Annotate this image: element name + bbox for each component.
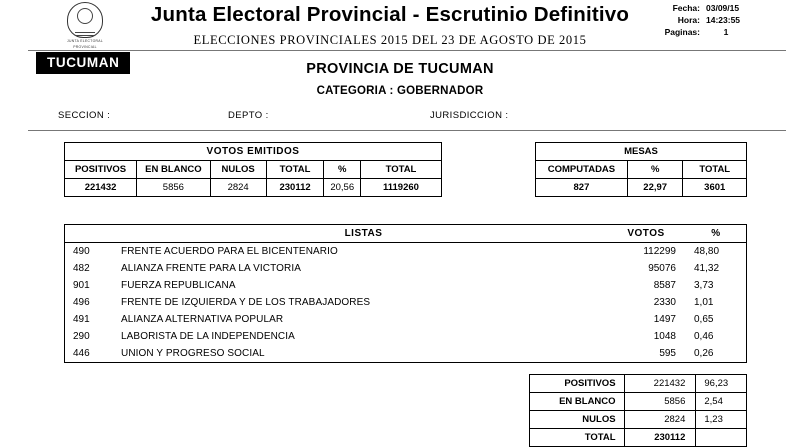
col-total: TOTAL (266, 161, 324, 179)
page-title: Junta Electoral Provincial - Escrutinio Definitivo (150, 3, 630, 26)
table-row (65, 328, 747, 345)
votos-emitidos-value-row (65, 179, 442, 197)
meta-label-hora: Hora: (677, 15, 700, 25)
lista-numero: 482 (65, 260, 122, 277)
lista-nombre: ALIANZA ALTERNATIVA POPULAR (121, 314, 284, 325)
title-block (130, 0, 650, 48)
lista-numero: 491 (65, 311, 122, 328)
page-subtitle: ELECCIONES PROVINCIALES 2015 DEL 23 DE AGOSTO DE 2015 (193, 33, 587, 47)
lista-nombre: FRENTE ACUERDO PARA EL BICENTENARIO (121, 246, 338, 257)
meta-value-fecha: 03/09/15 (706, 3, 740, 13)
totales-pct-positivos: 96,23 (696, 375, 747, 393)
province-title: PROVINCIA DE TUCUMAN (306, 61, 494, 77)
lista-votos: 8587 (653, 280, 676, 291)
totales-label-positivos: POSITIVOS (530, 375, 625, 393)
totales-label-nulos: NULOS (530, 411, 625, 429)
value-en-blanco: 5856 (137, 179, 211, 197)
lista-nombre: LABORISTA DE LA INDEPENDENCIA (121, 331, 295, 342)
lista-numero: 901 (65, 277, 122, 294)
province-tag: TUCUMAN (36, 52, 130, 74)
field-seccion: SECCION : (58, 110, 111, 121)
table-row (65, 243, 747, 261)
totales-pct-en-blanco: 2,54 (696, 393, 747, 411)
votos-emitidos-table (64, 142, 442, 197)
col-mesas-porcentaje: % (627, 161, 683, 179)
mesas-table (535, 142, 747, 197)
totales-table (529, 374, 747, 447)
lista-nombre: UNION Y PROGRESO SOCIAL (121, 345, 606, 363)
totales-row-nulos (530, 411, 747, 429)
lista-votos: 595 (606, 345, 686, 363)
lista-votos: 2330 (653, 297, 676, 308)
lista-numero: 446 (65, 345, 122, 363)
totales-value-total: 230112 (624, 429, 696, 447)
lista-porcentaje: 0,26 (686, 345, 747, 363)
field-jurisdiccion: JURISDICCION : (430, 110, 509, 121)
totales-pct-nulos: 1,23 (696, 411, 747, 429)
votos-emitidos-title: VOTOS EMITIDOS (65, 143, 442, 161)
col-mesas-total: TOTAL (683, 161, 747, 179)
meta-row-paginas (642, 26, 792, 38)
totales-row-total (530, 429, 747, 447)
value-nulos: 2824 (210, 179, 266, 197)
field-depto: DEPTO : (228, 110, 269, 121)
mesas-title: MESAS (536, 143, 747, 161)
listas-table (64, 224, 747, 363)
totales-value-positivos: 221432 (624, 375, 696, 393)
value-total: 230112 (266, 179, 324, 197)
col-positivos: POSITIVOS (65, 161, 137, 179)
value-positivos: 221432 (65, 179, 137, 197)
value-mesas-total: 3601 (683, 179, 747, 197)
crest-emblem-icon (67, 2, 103, 38)
category-label: CATEGORIA : (316, 85, 394, 97)
value-computadas: 827 (536, 179, 628, 197)
lista-porcentaje: 0,46 (686, 328, 747, 345)
header-divider (28, 50, 786, 51)
lista-votos: 112299 (643, 246, 676, 257)
mesas-title-row (536, 143, 747, 161)
meta-label-fecha: Fecha: (672, 3, 700, 13)
lista-porcentaje: 48,80 (686, 243, 747, 261)
votos-emitidos-title-row (65, 143, 442, 161)
header-meta (642, 2, 792, 38)
table-row (65, 294, 747, 311)
col-listas: LISTAS (121, 225, 606, 243)
totales-label-total: TOTAL (530, 429, 625, 447)
totales-value-en-blanco: 5856 (624, 393, 696, 411)
lista-nombre: FRENTE DE IZQUIERDA Y DE LOS TRABAJADORES (121, 297, 371, 308)
totales-value-nulos: 2824 (624, 411, 696, 429)
col-computadas: COMPUTADAS (536, 161, 628, 179)
category-line (0, 85, 800, 97)
totales-row-positivos (530, 375, 747, 393)
fields-divider (28, 130, 786, 131)
mesas-value-row (536, 179, 747, 197)
lista-porcentaje: 1,01 (686, 294, 747, 311)
totales-pct-total (696, 429, 747, 447)
value-porcentaje: 20,56 (324, 179, 360, 197)
lista-votos: 95076 (648, 263, 676, 274)
meta-label-paginas: Paginas: (664, 27, 700, 37)
crest-line-1: JUNTA ELECTORAL (66, 39, 104, 43)
lista-votos: 1048 (653, 331, 676, 342)
lista-porcentaje: 0,65 (686, 311, 747, 328)
lista-numero: 490 (65, 243, 122, 261)
col-total-general: TOTAL (360, 161, 441, 179)
col-porcentaje: % (324, 161, 360, 179)
listas-header-row (65, 225, 747, 243)
meta-value-hora: 14:23:55 (706, 15, 741, 25)
col-en-blanco: EN BLANCO (137, 161, 211, 179)
table-row (65, 311, 747, 328)
value-total-general: 1119260 (360, 179, 441, 197)
meta-value-paginas: 1 (723, 27, 729, 37)
lista-porcentaje: 3,73 (686, 277, 747, 294)
totales-row-en-blanco (530, 393, 747, 411)
lista-numero: 290 (65, 328, 122, 345)
table-row (65, 277, 747, 294)
lista-votos: 1497 (653, 314, 676, 325)
col-nulos: NULOS (210, 161, 266, 179)
lista-numero: 496 (65, 294, 122, 311)
junta-electoral-crest (55, 2, 115, 50)
lista-nombre: ALIANZA FRENTE PARA LA VICTORIA (121, 263, 302, 274)
crest-line-2: PROVINCIAL (73, 45, 97, 49)
meta-row-hora (642, 14, 792, 26)
table-row (65, 345, 747, 363)
listas-body (65, 243, 747, 363)
col-lista-numero (65, 225, 122, 243)
value-mesas-porcentaje: 22,97 (627, 179, 683, 197)
lista-nombre: FUERZA REPUBLICANA (121, 280, 236, 291)
votos-emitidos-header-row (65, 161, 442, 179)
col-listas-porcentaje: % (686, 225, 747, 243)
mesas-header-row (536, 161, 747, 179)
lista-porcentaje: 41,32 (686, 260, 747, 277)
col-listas-votos: VOTOS (606, 225, 686, 243)
category-value: GOBERNADOR (397, 85, 484, 97)
totales-label-en-blanco: EN BLANCO (530, 393, 625, 411)
meta-row-fecha (642, 2, 792, 14)
table-row (65, 260, 747, 277)
